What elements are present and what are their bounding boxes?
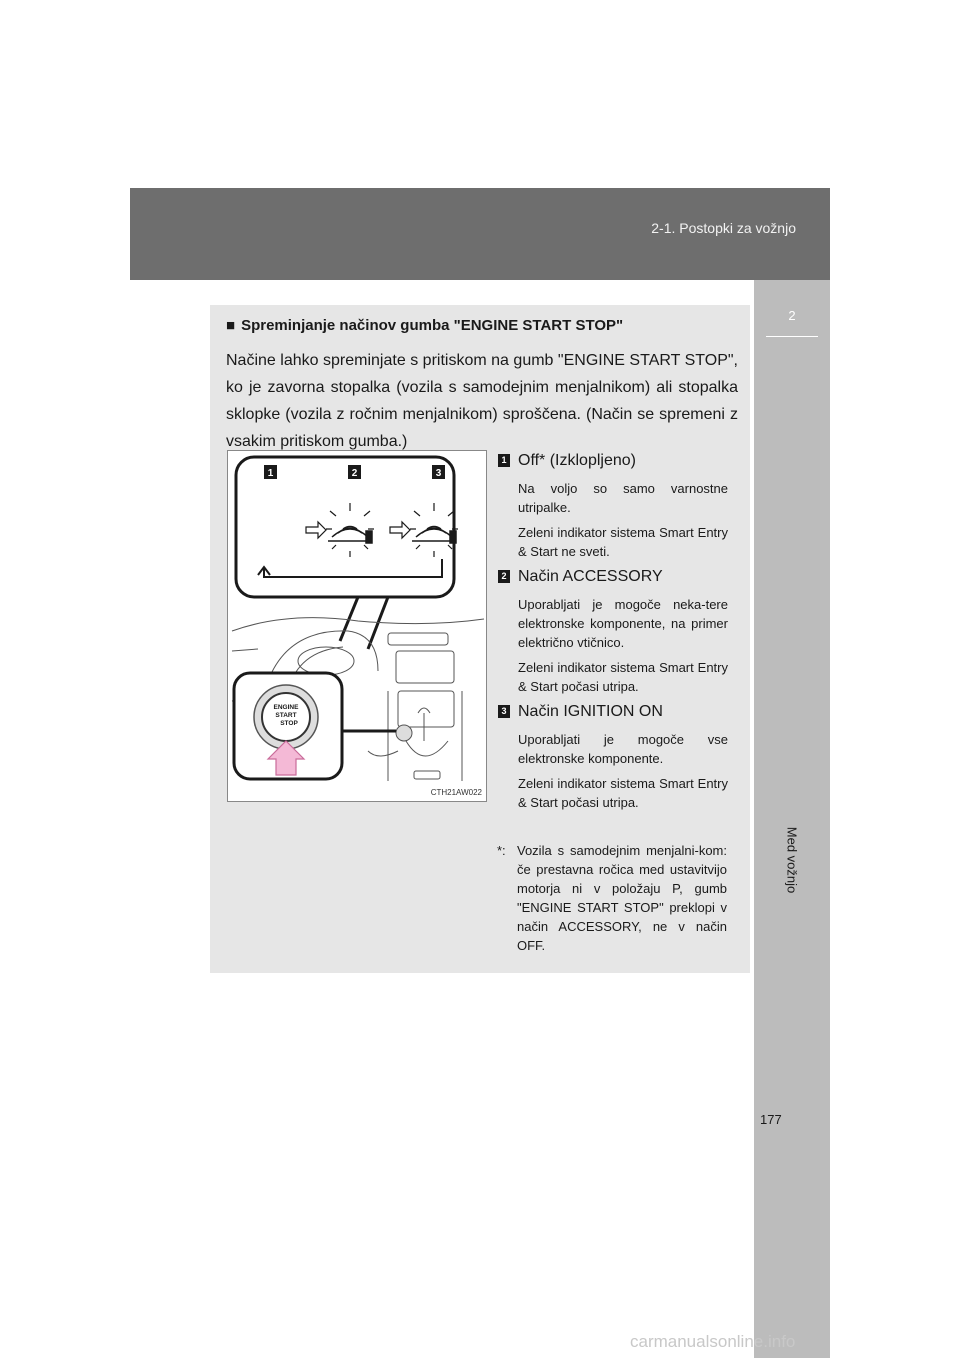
mode-description: Uporabljati je mogoče neka-tere elektronske komponente, na primer električno vtičnico. <box>518 597 728 650</box>
watermark: carmanualsonline.info <box>630 1332 796 1351</box>
mode-description: Uporabljati je mogoče vse elektronske komponente. <box>518 732 728 766</box>
intro-paragraph: Načine lahko spreminjate s pritiskom na gumb "ENGINE START STOP", ko je zavorna stopalka (vozila s samodejnim menjalnikom) ali stopalka sklopke (vozila z ročnim menjalnikom) sproščena. (Način se spremeni z vsakim pritiskom gumba.) <box>226 352 738 450</box>
footnote-mark: *: <box>497 843 506 858</box>
mode-description: Zeleni indikator sistema Smart Entry & Start počasi utripa. <box>518 660 728 694</box>
button-text-start: START <box>275 712 297 719</box>
footnote-text: Vozila s samodejnim menjalni-kom: če prestavna ročica med ustavitvijo motorja ni v položaju P, gumb "ENGINE START STOP" preklopi v način ACCESSORY, ne v način OFF. <box>517 843 727 953</box>
mode-item <box>498 565 728 696</box>
mode-title: Off* (Izklopljeno) <box>518 452 636 469</box>
figure-code: CTH21AW022 <box>430 788 482 797</box>
number-marker-3: 3 <box>498 705 510 718</box>
marker-2: 2 <box>351 468 358 479</box>
marker-1: 1 <box>267 468 274 479</box>
button-text-stop: STOP <box>280 720 298 727</box>
chapter-tab <box>754 280 830 1358</box>
content-box <box>210 305 750 973</box>
header-bar <box>130 188 830 280</box>
chapter-label: Med vožnjo <box>784 826 800 894</box>
illustration <box>227 450 487 802</box>
button-text-engine: ENGINE <box>273 704 299 711</box>
page-number: 177 <box>760 1112 782 1127</box>
mode-item <box>498 449 728 561</box>
square-bullet-icon: ■ <box>226 317 236 334</box>
mode-description: Na voljo so samo varnostne utripalke. <box>518 481 728 515</box>
mode-description: Zeleni indikator sistema Smart Entry & Start ne sveti. <box>518 525 728 559</box>
section-heading <box>226 317 623 334</box>
mode-item <box>498 700 728 812</box>
mode-description: Zeleni indikator sistema Smart Entry & Start počasi utripa. <box>518 776 728 810</box>
number-marker-2: 2 <box>498 570 510 583</box>
mode-title: Način ACCESSORY <box>518 568 663 585</box>
mode-list <box>498 449 728 816</box>
chapter-number: 2 <box>788 308 796 323</box>
dashboard-illustration <box>228 451 486 801</box>
chapter-divider <box>766 336 818 337</box>
footnote <box>497 841 727 955</box>
section-heading-text: Spreminjanje načinov gumba "ENGINE START STOP" <box>241 317 624 334</box>
mode-title: Način IGNITION ON <box>518 703 663 720</box>
number-marker-1: 1 <box>498 454 510 467</box>
marker-3: 3 <box>435 468 442 479</box>
section-title: 2-1. Postopki za vožnjo <box>651 220 796 236</box>
